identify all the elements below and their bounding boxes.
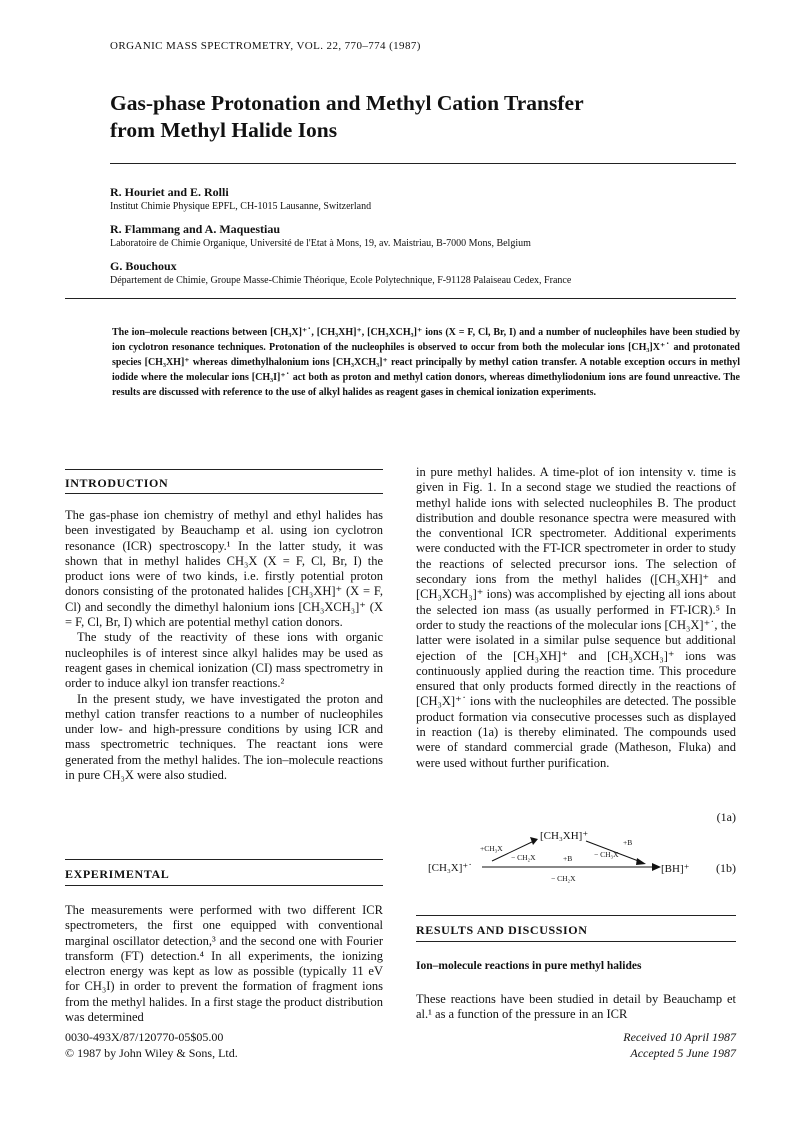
down-arrow-head bbox=[636, 858, 646, 865]
experimental-rule-top bbox=[65, 859, 383, 860]
intro-paragraph-3: In the present study, we have investigated the proton and methyl cation transfer reactions to a number of nucleophiles under low- and high-pressure conditions by using ICR and mass spectrometric techniques. The reactant ions were generated from the methyl halides. The ion–molecule reactions in pure CH₃X were also studied. bbox=[65, 691, 383, 783]
results-body bbox=[416, 992, 736, 1023]
copyright: © 1987 by John Wiley & Sons, Ltd. bbox=[65, 1046, 238, 1060]
article-code: 0030-493X/87/120770-05$05.00 bbox=[65, 1030, 224, 1044]
experimental-rule-bottom bbox=[65, 885, 383, 886]
experimental-paragraph-1: The measurements were performed with two different ICR spectrometers, the first one equipped with conventional marginal oscillator detection,³ and the second one with Fourier transform (FT) detection.⁴ In all experiments, the ionizing electron energy was kept as low as possible (typically 11 eV for CH₃I) in order to prevent the formation of fragment ions from the methyl halides. In a first stage the product distribution was determined bbox=[65, 903, 383, 1025]
label-minus-ch2x-upper: − CH₂X bbox=[511, 853, 536, 862]
introduction-body bbox=[65, 508, 383, 783]
title-line-1: Gas-phase Protonation and Methyl Cation Transfer bbox=[110, 91, 584, 115]
author-names-2: R. Flammang and A. Maquestiau bbox=[110, 222, 281, 236]
abstract: The ion–molecule reactions between [CH₃X]⁺˙, [CH₃XH]⁺, [CH₃XCH₃]⁺ ions (X = F, Cl, Br, I) and a number of nucleophiles have been studied by ion cyclotron resonance techniques. Protonation of the nucleophiles is observed to occur from both the molecular ions [CH₃]X⁺˙ and protonated species [CH₃XH]⁺ whereas dimethylhalonium ions [CH₃XCH₃]⁺ react principally by methyl cation transfer. A notable exception occurs in methyl iodide where the molecular ions [CH₃I]⁺˙ act both as proton and methyl cation donors, whereas dimethyliodonium ions are found unreactive. The results are discussed with reference to the use of alkyl halides as reagent gases in chemical ionization experiments. bbox=[112, 327, 740, 398]
reactant-ion: [CH₃X]⁺˙ bbox=[428, 862, 472, 874]
introduction-heading: INTRODUCTION bbox=[65, 476, 169, 490]
author-affiliation-2: Laboratoire de Chimie Organique, Université de l'Etat à Mons, 19, av. Maistriau, B-7000 Mons, Belgium bbox=[110, 238, 531, 249]
reaction-scheme bbox=[416, 805, 740, 895]
intro-rule-bottom bbox=[65, 493, 383, 494]
right-column-body bbox=[416, 465, 736, 771]
author-names-1: R. Houriet and E. Rolli bbox=[110, 185, 229, 199]
right-column-paragraph: in pure methyl halides. A time-plot of ion intensity v. time is given in Fig. 1. In a second stage we studied the reactions of methyl halide ions with selected nucleophiles B. The product distribution and double resonance spectra were measured with the conventional ICR spectrometer. Additional experiments were conducted with the FT-ICR spectrometer in order to study the reactions of selected precursor ions. The selection of secondary ions from the methyl halides ([CH₃XH]⁺ and [CH₃XCH₃]⁺ ions) was accomplished by ejecting all ions about the selected ion mass (as usually performed in FT-ICR).⁵ In order to study the reactions of the molecular ions [CH₃X]⁺˙, the latter were isolated in a similar pulse sequence but additional ejection of the [CH₃XH]⁺ and [CH₃XCH₃]⁺ ions was continuously applied during the reaction time. This procedure ensured that only products formed directly in the reactions of [CH₃X]⁺˙ ions with the nucleophiles are detected. The possible product formation via consecutive processes such as displayed in reaction (1a) is thereby eliminated. The compounds used were of standard commercial grade (Matheson, Fluka) and were used without further purification. bbox=[416, 465, 736, 770]
label-plus-ch3x: +CH₃X bbox=[480, 844, 503, 853]
accepted-date: Accepted 5 June 1987 bbox=[630, 1046, 736, 1060]
authors-rule bbox=[65, 298, 736, 299]
title-rule bbox=[110, 163, 736, 164]
direct-arrow-head bbox=[652, 863, 661, 871]
results-subheading: Ion–molecule reactions in pure methyl halides bbox=[416, 960, 642, 972]
results-heading: RESULTS AND DISCUSSION bbox=[416, 923, 588, 937]
label-plus-b-lower: +B bbox=[563, 854, 573, 863]
product-ion: [BH]⁺ bbox=[661, 863, 690, 875]
article-title bbox=[110, 90, 750, 144]
intro-paragraph-2: The study of the reactivity of these ions with organic nucleophiles is of interest since alkyl halides may be used as reagent gases in chemical ionization (CI) mass spectrometry in order to induce alkyl ion transfer reactions.² bbox=[65, 630, 383, 691]
journal-header: ORGANIC MASS SPECTROMETRY, VOL. 22, 770–774 (1987) bbox=[110, 40, 421, 52]
label-plus-b-upper: +B bbox=[623, 838, 633, 847]
results-rule-bottom bbox=[416, 941, 736, 942]
author-affiliation-3: Département de Chimie, Groupe Masse-Chimie Théorique, Ecole Polytechnique, F-91128 Palaiseau Cedex, France bbox=[110, 275, 572, 286]
results-rule-top bbox=[416, 915, 736, 916]
up-arrow-head bbox=[530, 837, 538, 845]
results-paragraph: These reactions have been studied in detail by Beauchamp et al.¹ as a function of the pressure in an ICR bbox=[416, 992, 736, 1022]
title-line-2: from Methyl Halide Ions bbox=[110, 118, 338, 142]
equation-label-1a: (1a) bbox=[716, 810, 736, 824]
label-minus-ch3x: − CH₃X bbox=[594, 850, 619, 859]
experimental-heading: EXPERIMENTAL bbox=[65, 867, 170, 881]
intro-rule-top bbox=[65, 469, 383, 470]
experimental-body bbox=[65, 903, 383, 1025]
received-date: Received 10 April 1987 bbox=[623, 1030, 736, 1044]
author-affiliation-1: Institut Chimie Physique EPFL, CH-1015 Lausanne, Switzerland bbox=[110, 201, 372, 212]
equation-label-1b: (1b) bbox=[716, 861, 736, 875]
label-minus-ch2x-lower: − CH₂X bbox=[551, 874, 576, 883]
author-names-3: G. Bouchoux bbox=[110, 259, 177, 273]
intermediate-ion: [CH₃XH]⁺ bbox=[540, 830, 589, 842]
intro-paragraph-1: The gas-phase ion chemistry of methyl and ethyl halides has been investigated by Beauchamp et al. using ion cyclotron resonance (ICR) spectroscopy.¹ In the latter study, it was shown that in methyl halides CH₃X (X = F, Cl, Br, I) the product ions were of two kinds, i.e. firstly potential proton donors consisting of the protonated halides [CH₃XH]⁺ (X = F, Cl) and secondly the dimethyl halonium ions [CH₃XCH₃]⁺ (X = F, Cl, Br, I) which are potential methyl cation donors. bbox=[65, 508, 383, 630]
